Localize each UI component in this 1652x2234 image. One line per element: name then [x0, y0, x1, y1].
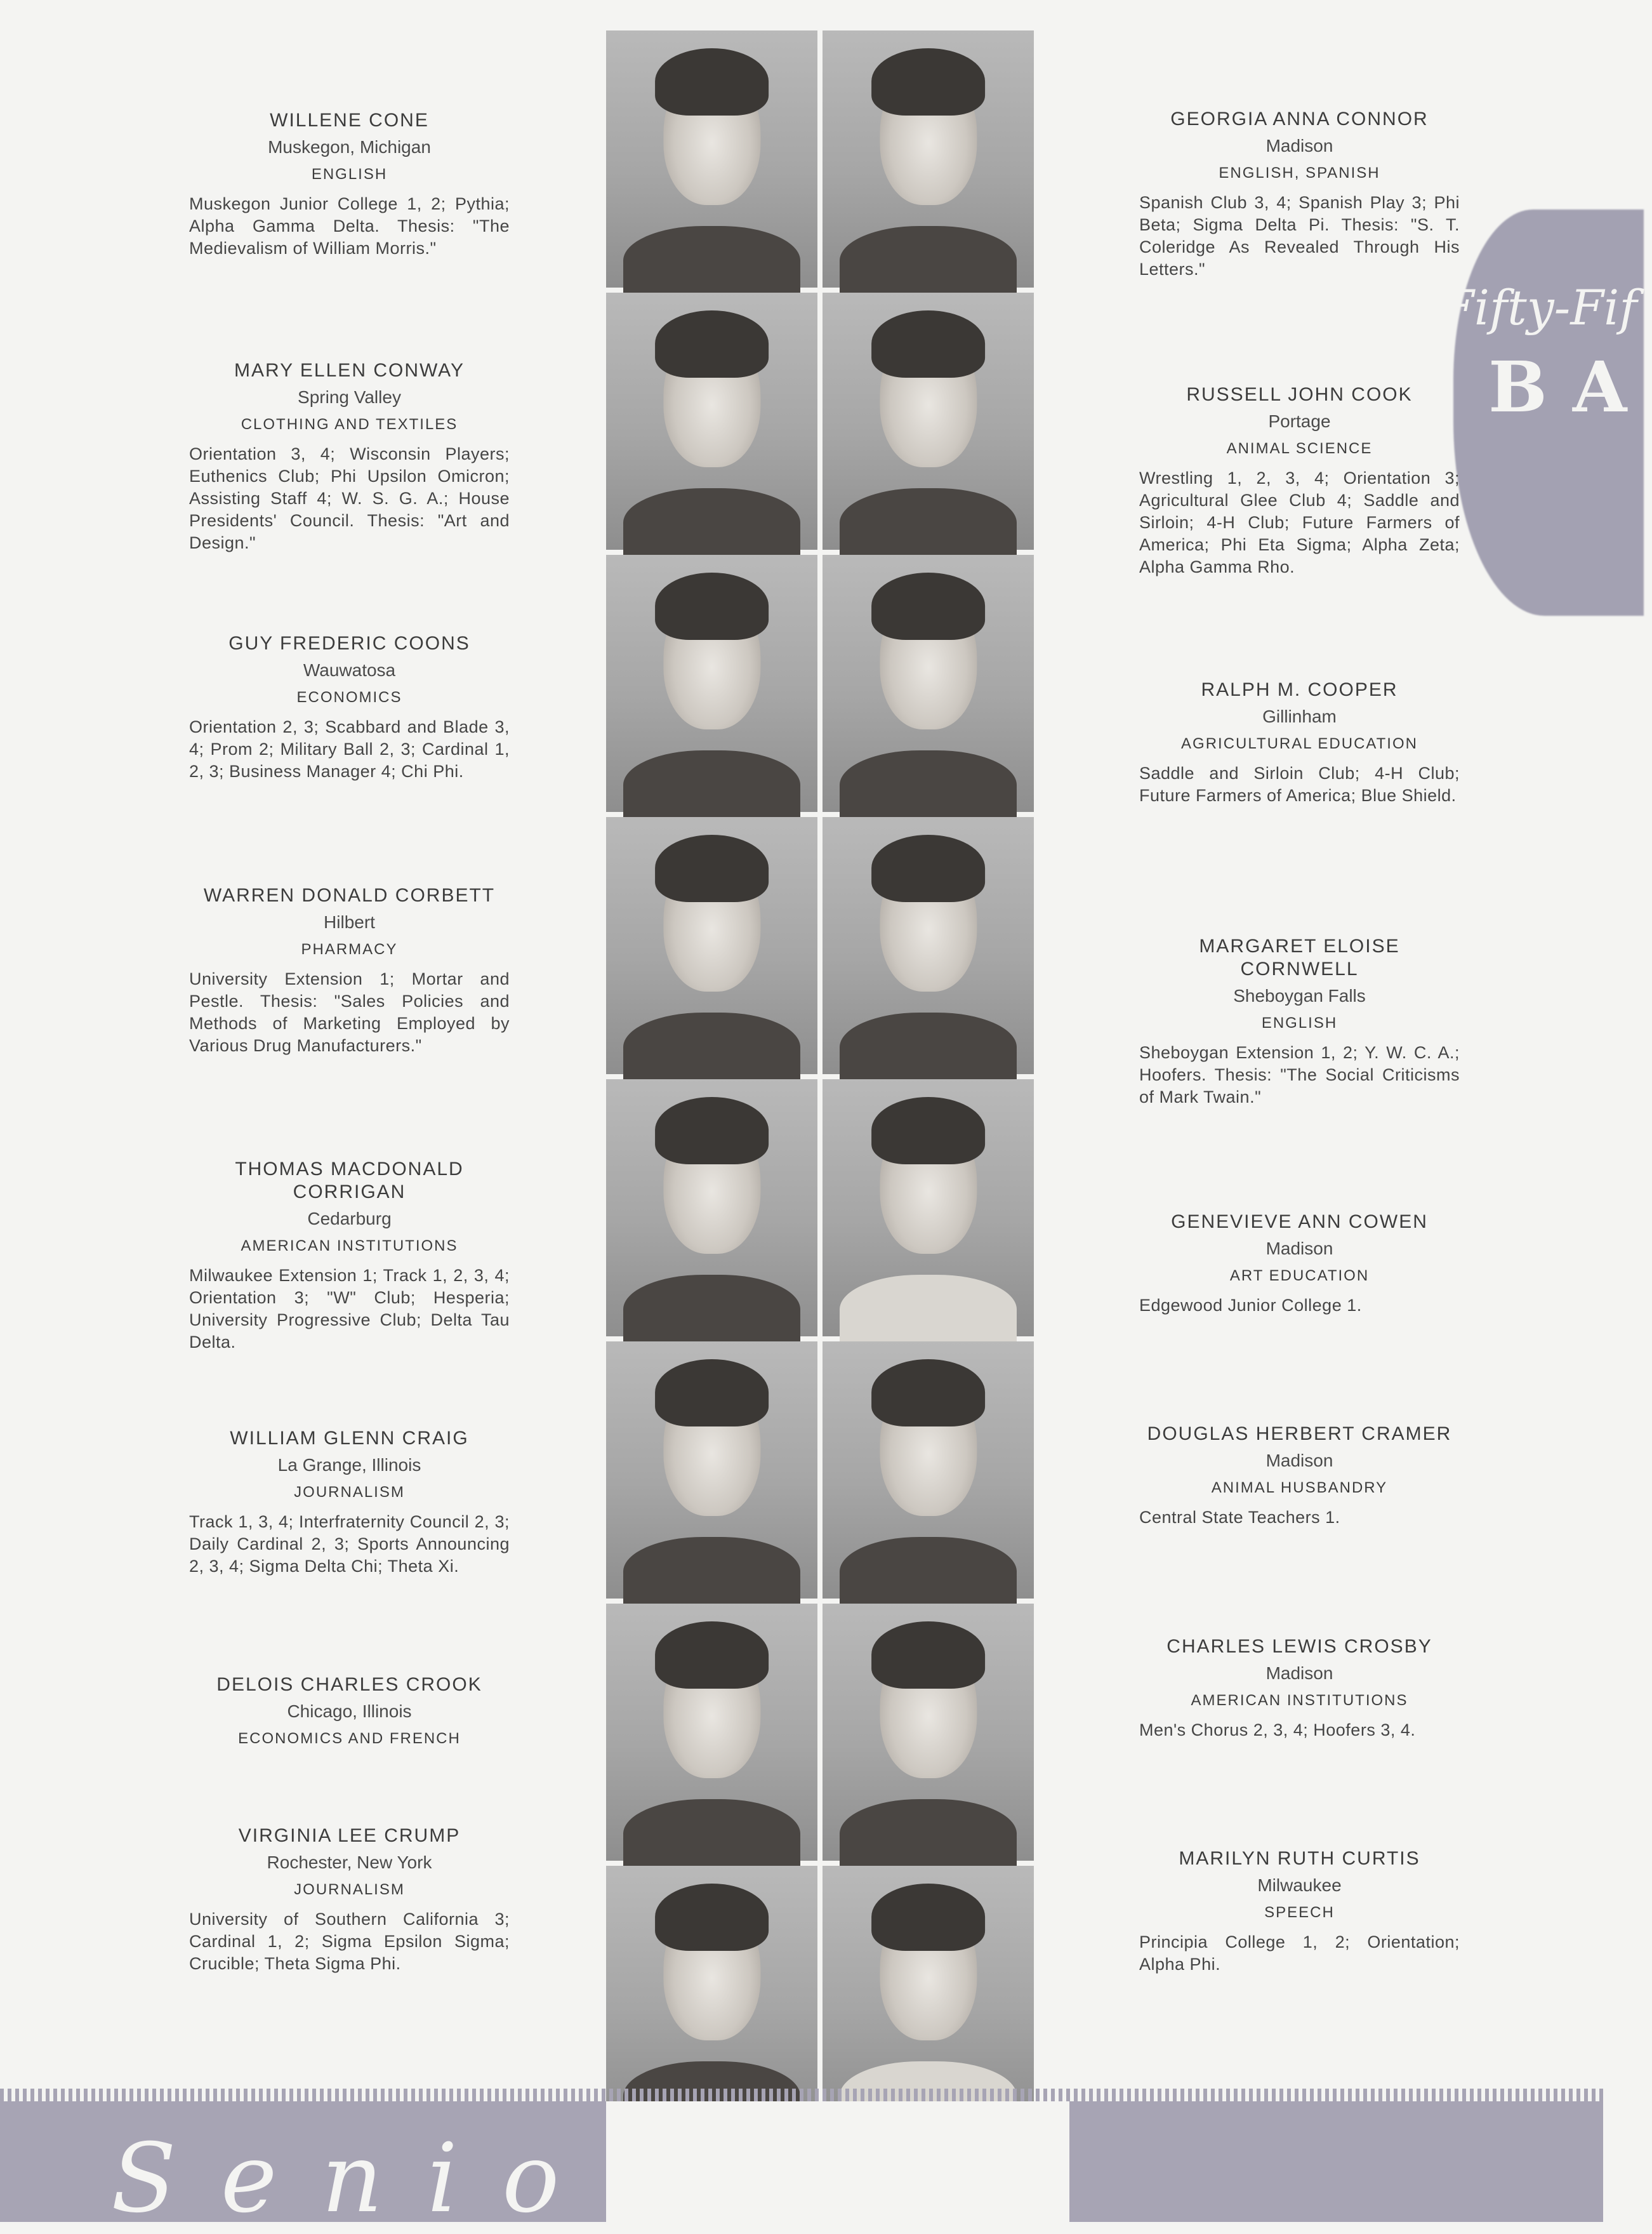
student-hometown: Gillinham [1262, 707, 1337, 726]
student-hometown: Muskegon, Michigan [268, 137, 431, 157]
student-major: JOURNALISM [294, 1484, 405, 1501]
senior-entry [1139, 108, 1460, 281]
student-name: THOMAS MACDONALD CORRIGAN [235, 1159, 464, 1202]
portrait-photo [823, 30, 1034, 288]
portrait-photo [606, 817, 817, 1074]
student-activities: University Extension 1; Mortar and Pestle. Thesis: "Sales Policies and Methods of Marketing Employed by Various Drug Manufacturers." [189, 969, 510, 1055]
student-hometown: Madison [1265, 1451, 1333, 1470]
student-name: GUY FREDERIC COONS [228, 633, 470, 654]
student-name: WILLENE CONE [270, 110, 429, 131]
corner-title-text: BA [1488, 346, 1652, 428]
student-activities: Edgewood Junior College 1. [1139, 1296, 1362, 1315]
student-major: CLOTHING AND TEXTILES [241, 416, 458, 433]
senior-entry [1139, 383, 1460, 578]
student-major: AMERICAN INSTITUTIONS [1191, 1692, 1408, 1709]
senior-entry [1139, 1211, 1460, 1317]
student-name: GEORGIA ANNA CONNOR [1170, 109, 1429, 130]
student-name: MARY ELLEN CONWAY [234, 360, 465, 381]
student-name: MARILYN RUTH CURTIS [1179, 1848, 1420, 1869]
student-major: ENGLISH [311, 166, 388, 183]
student-major: SPEECH [1264, 1904, 1335, 1921]
student-name: RUSSELL JOHN COOK [1186, 384, 1413, 405]
student-name: CHARLES LEWIS CROSBY [1166, 1636, 1432, 1657]
student-activities: Sheboygan Extension 1, 2; Y. W. C. A.; Hoofers. Thesis: "The Social Criticisms of Mark Twain." [1139, 1043, 1460, 1107]
student-activities: Men's Chorus 2, 3, 4; Hoofers 3, 4. [1139, 1720, 1416, 1739]
portrait-photo [606, 1604, 817, 1861]
student-hometown: Hilbert [324, 912, 375, 932]
student-activities: Spanish Club 3, 4; Spanish Play 3; Phi Beta; Sigma Delta Pi. Thesis: "S. T. Coleridge As Revealed Through His Letters." [1139, 193, 1460, 279]
student-major: AMERICAN INSTITUTIONS [241, 1237, 458, 1254]
student-name: MARGARET ELOISE CORNWELL [1199, 936, 1400, 980]
portrait-photo [823, 555, 1034, 812]
student-hometown: Wauwatosa [303, 660, 396, 680]
student-hometown: Portage [1268, 411, 1331, 431]
student-major: ART EDUCATION [1229, 1267, 1370, 1284]
senior-entry [189, 632, 510, 783]
student-hometown: Cedarburg [307, 1209, 392, 1228]
student-name: VIRGINIA LEE CRUMP [238, 1825, 461, 1846]
student-hometown: Madison [1265, 1239, 1333, 1258]
senior-entry [189, 1158, 510, 1353]
senior-entry [189, 1427, 510, 1578]
senior-entry [1139, 1423, 1460, 1529]
senior-entry [1139, 1635, 1460, 1741]
student-hometown: La Grange, Illinois [277, 1455, 421, 1475]
senior-entry [1139, 935, 1460, 1108]
student-hometown: Madison [1265, 1663, 1333, 1683]
portrait-photo [823, 293, 1034, 550]
portrait-photo [606, 1079, 817, 1336]
student-name: WILLIAM GLENN CRAIG [230, 1428, 469, 1449]
portrait-photo [606, 1341, 817, 1599]
student-major: AGRICULTURAL EDUCATION [1181, 735, 1418, 752]
student-hometown: Milwaukee [1257, 1875, 1342, 1895]
portrait-photo [606, 1866, 817, 2123]
portrait-photo [823, 1604, 1034, 1861]
photo-column [606, 30, 1038, 2125]
student-activities: Milwaukee Extension 1; Track 1, 2, 3, 4; Orientation 3; "W" Club; Hesperia; University Progressive Club; Delta Tau Delta. [189, 1266, 510, 1352]
student-major: ECONOMICS AND FRENCH [238, 1730, 461, 1747]
student-name: DOUGLAS HERBERT CRAMER [1147, 1423, 1452, 1444]
student-activities: Principia College 1, 2; Orientation; Alpha Phi. [1139, 1932, 1460, 1974]
portrait-photo [823, 1866, 1034, 2123]
corner-script-text: Fifty-Fif [1441, 279, 1637, 336]
student-activities: Orientation 3, 4; Wisconsin Players; Euthenics Club; Phi Upsilon Omicron; Assisting Staff 4; W. S. G. A.; House Presidents' Council. Thesis: "Art and Design." [189, 444, 510, 552]
student-hometown: Chicago, Illinois [287, 1701, 412, 1721]
student-activities: Track 1, 3, 4; Interfraternity Council 2, 3; Daily Cardinal 2, 3; Sports Announcing 2, 3, 4; Sigma Delta Chi; Theta Xi. [189, 1512, 510, 1576]
student-hometown: Madison [1265, 136, 1333, 156]
student-hometown: Sheboygan Falls [1233, 986, 1366, 1006]
student-name: DELOIS CHARLES CROOK [216, 1674, 482, 1695]
student-activities: Wrestling 1, 2, 3, 4; Orientation 3; Agricultural Glee Club 4; Saddle and Sirloin; 4-H Club; Future Farmers of America; Phi Eta Sigma; Alpha Zeta; Alpha Gamma Rho. [1139, 469, 1460, 576]
student-name: RALPH M. COOPER [1201, 679, 1398, 700]
portrait-photo [823, 1079, 1034, 1336]
footer-section-title: Seniors [111, 2124, 788, 2234]
student-name: GENEVIEVE ANN COWEN [1171, 1211, 1428, 1232]
student-hometown: Rochester, New York [267, 1852, 432, 1872]
student-name: WARREN DONALD CORBETT [203, 885, 496, 906]
portrait-photo [823, 817, 1034, 1074]
senior-entry [189, 109, 510, 260]
student-major: ENGLISH [1261, 1014, 1338, 1032]
student-activities: University of Southern California 3; Cardinal 1, 2; Sigma Epsilon Sigma; Crucible; Theta Sigma Phi. [189, 1910, 510, 1973]
student-major: PHARMACY [301, 941, 398, 958]
student-major: ANIMAL HUSBANDRY [1211, 1479, 1388, 1496]
senior-entry [189, 884, 510, 1057]
student-hometown: Spring Valley [298, 387, 401, 407]
senior-entry [1139, 679, 1460, 807]
portrait-photo [606, 293, 817, 550]
student-major: ANIMAL SCIENCE [1226, 440, 1373, 457]
portrait-photo [606, 30, 817, 288]
portrait-photo [823, 1341, 1034, 1599]
student-major: ECONOMICS [296, 689, 402, 706]
student-activities: Orientation 2, 3; Scabbard and Blade 3, 4; Prom 2; Military Ball 2, 3; Cardinal 1, 2, 3; Business Manager 4; Chi Phi. [189, 717, 510, 781]
senior-entry [189, 1825, 510, 1975]
student-activities: Muskegon Junior College 1, 2; Pythia; Alpha Gamma Delta. Thesis: "The Medievalism of William Morris." [189, 194, 510, 258]
student-major: ENGLISH, SPANISH [1219, 164, 1380, 182]
student-activities: Central State Teachers 1. [1139, 1508, 1340, 1527]
portrait-photo [606, 555, 817, 812]
student-major: JOURNALISM [294, 1881, 405, 1898]
senior-entry [1139, 1847, 1460, 1976]
senior-entry [189, 359, 510, 554]
senior-entry [189, 1673, 510, 1757]
student-activities: Saddle and Sirloin Club; 4-H Club; Future Farmers of America; Blue Shield. [1139, 764, 1460, 805]
